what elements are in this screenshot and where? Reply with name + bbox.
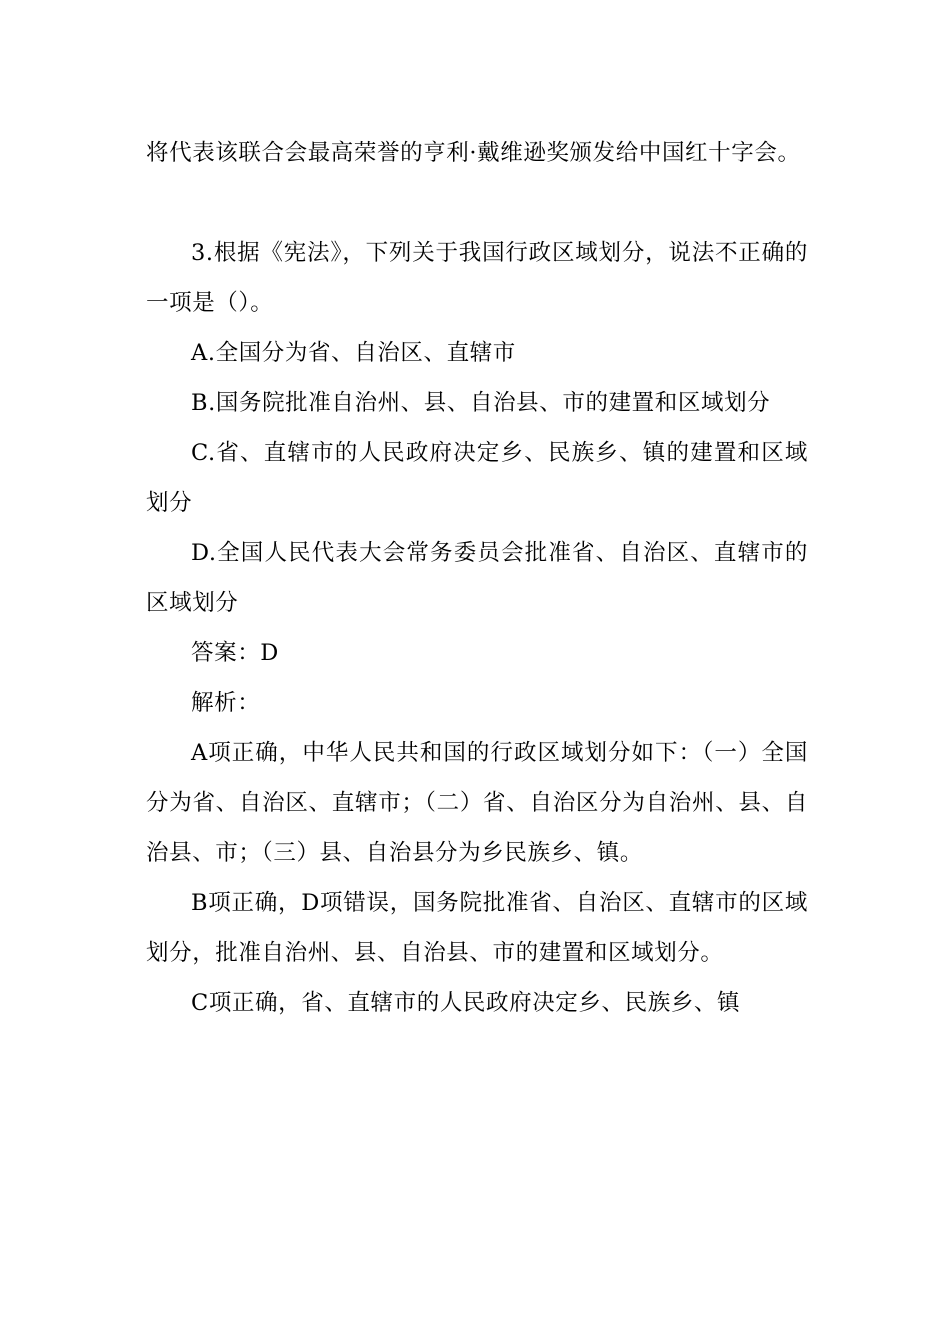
analysis-paragraph-a: A项正确，中华人民共和国的行政区域划分如下：（一）全国分为省、自治区、直辖市；（二）省、自治区分为自治州、县、自治县、市；（三）县、自治县分为乡民族乡、镇。 xyxy=(146,740,808,866)
option-d: D.全国人民代表大会常务委员会批准省、自治区、直辖市的区域划分 xyxy=(146,540,808,616)
analysis-paragraph-c: C项正确，省、直辖市的人民政府决定乡、民族乡、镇 xyxy=(191,990,741,1016)
intro-paragraph: 将代表该联合会最高荣誉的亨利·戴维逊奖颁发给中国红十字会。 xyxy=(146,140,801,166)
option-b: B.国务院批准自治州、县、自治县、市的建置和区域划分 xyxy=(191,390,771,416)
analysis-label: 解析： xyxy=(191,690,261,716)
document-page xyxy=(146,128,808,1028)
option-a: A.全国分为省、自治区、直辖市 xyxy=(191,340,516,366)
answer-line: 答案：D xyxy=(191,640,279,666)
option-c: C.省、直辖市的人民政府决定乡、民族乡、镇的建置和区域划分 xyxy=(146,440,808,516)
question-stem: 3.根据《宪法》，下列关于我国行政区域划分，说法不正确的一项是（）。 xyxy=(146,240,808,316)
analysis-paragraph-bd: B项正确，D项错误，国务院批准省、自治区、直辖市的区域划分，批准自治州、县、自治县、市的建置和区域划分。 xyxy=(146,890,808,966)
paragraph-gap xyxy=(146,178,808,228)
